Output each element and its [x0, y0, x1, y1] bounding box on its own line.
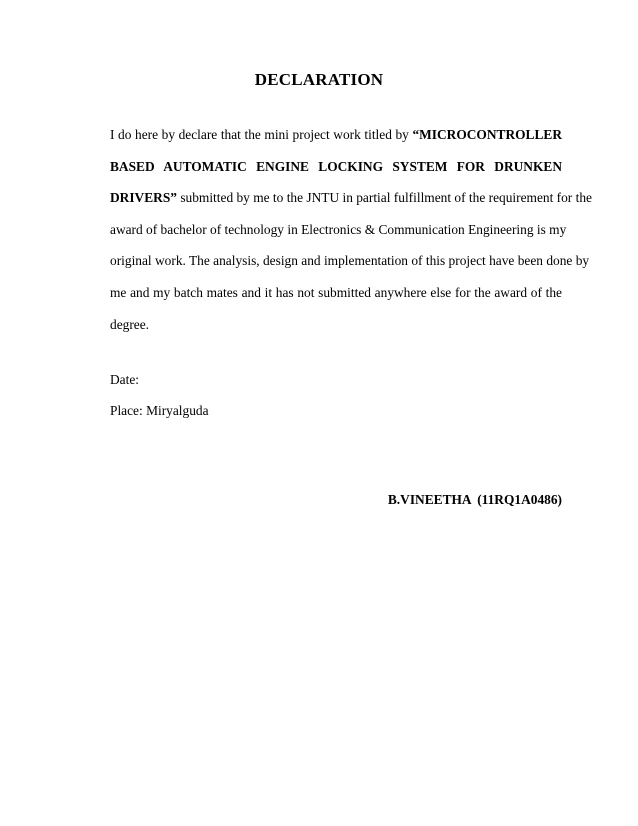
- project-title-start: “MICROCONTROLLER: [412, 127, 562, 142]
- paragraph-line-4: award of bachelor of technology in Electronics & Communication Engineering is my: [110, 221, 567, 237]
- place-label: Place: Miryalguda: [110, 403, 209, 418]
- project-title-end: DRIVERS”: [110, 190, 177, 206]
- project-title-middle: BASED AUTOMATIC ENGINE LOCKING SYSTEM FOR DRUNKEN: [110, 158, 562, 174]
- paragraph-line-5: original work. The analysis, design and implementation of this project have been done by: [110, 253, 590, 269]
- line-3-text: submitted by me to the JNTU in partial fulfillment of the requirement for the: [176, 190, 592, 206]
- line-1-text: I do here by declare that the mini project work titled by: [110, 127, 413, 142]
- paragraph-line-6: me and my batch mates and it has not submitted anywhere else for the award of the: [110, 284, 562, 300]
- date-label: Date:: [110, 372, 139, 387]
- page-title: DECLARATION: [254, 70, 384, 89]
- paragraph-line-1: [110, 119, 562, 151]
- paragraph-line-2: [110, 151, 562, 183]
- signature-name: B.VINEETHA (11RQ1A0486): [387, 492, 562, 507]
- declaration-paragraph: [110, 119, 592, 340]
- paragraph-line-3: [110, 182, 592, 214]
- paragraph-line-7: degree.: [110, 316, 150, 332]
